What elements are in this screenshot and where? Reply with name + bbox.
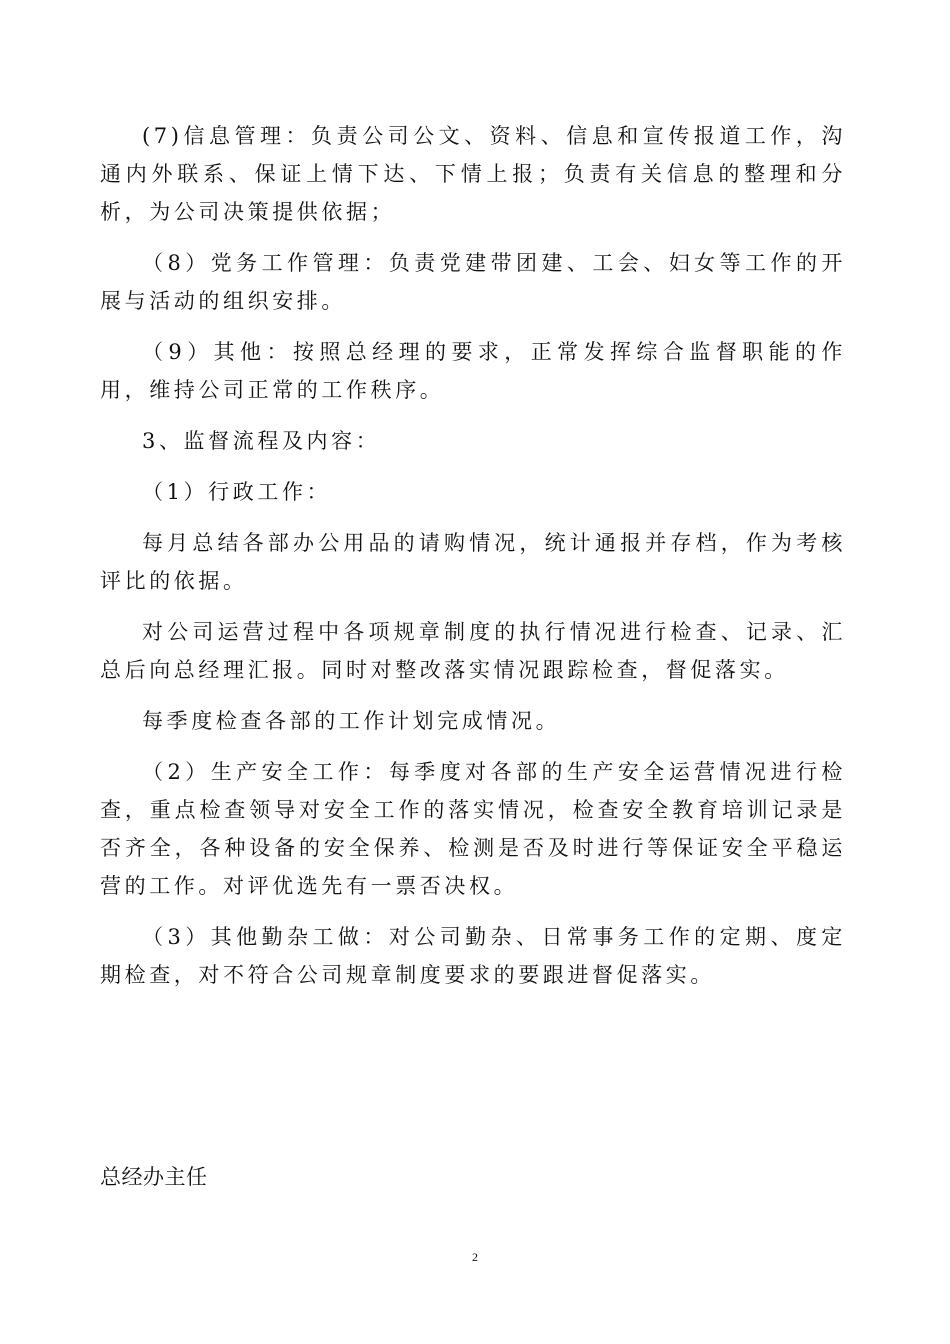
subheading-administrative-work: （1）行政工作： <box>142 480 332 504</box>
paragraph-miscellaneous-work: （3）其他勤杂工做：对公司勤杂、日常事务工作的定期、度定期检查，对不符合公司规章制度要求的要跟进督促落实。 <box>100 925 846 987</box>
signature-title: 总经办主任 <box>100 1165 208 1189</box>
paragraph-rules-inspection: 对公司运营过程中各项规章制度的执行情况进行检查、记录、汇总后向总经理汇报。同时对整改落实情况跟踪检查，督促落实。 <box>100 620 846 682</box>
section-heading-supervision-process: 3、监督流程及内容： <box>142 429 381 453</box>
paragraph-info-management: (7)信息管理：负责公司公文、资料、信息和宣传报道工作，沟通内外联系、保证上情下达、下情上报；负责有关信息的整理和分析，为公司决策提供依据； <box>100 124 846 224</box>
paragraph-party-affairs: （8）党务工作管理：负责党建带团建、工会、妇女等工作的开展与活动的组织安排。 <box>100 251 846 313</box>
paragraph-production-safety: （2）生产安全工作：每季度对各部的生产安全运营情况进行检查，重点检查领导对安全工作的落实情况，检查安全教育培训记录是否齐全，各种设备的安全保养、检测是否及时进行等保证安全平稳运营的工作。对评优选先有一票否决权。 <box>100 760 846 898</box>
paragraph-other-duties: （9）其他：按照总经理的要求，正常发挥综合监督职能的作用，维持公司正常的工作秩序。 <box>100 340 846 402</box>
paragraph-quarterly-plan-check: 每季度检查各部的工作计划完成情况。 <box>142 709 561 733</box>
paragraph-monthly-supplies: 每月总结各部办公用品的请购情况，统计通报并存档，作为考核评比的依据。 <box>100 531 846 593</box>
document-body <box>100 117 846 1007</box>
page-number: 2 <box>472 1250 478 1264</box>
